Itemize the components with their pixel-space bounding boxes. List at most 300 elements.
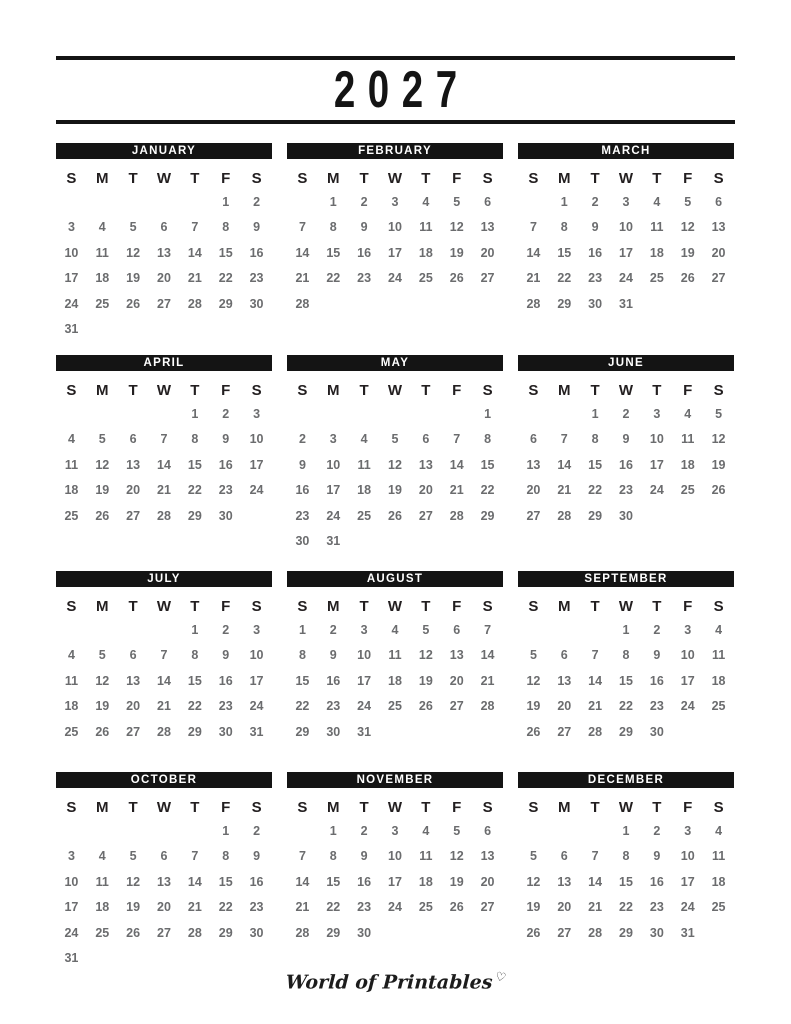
date-cell: 5 (422, 622, 430, 637)
weekday-header: F (452, 170, 462, 187)
date-cell: 17 (680, 673, 695, 688)
date-cell: 9 (622, 432, 630, 447)
date-cell: 18 (95, 900, 110, 915)
date-cell: 8 (622, 849, 630, 864)
date-cell: 1 (484, 406, 492, 421)
date-cell: 20 (480, 245, 495, 260)
date-cell: 21 (588, 699, 603, 714)
weekday-header: S (66, 598, 77, 615)
month-title-bar: AUGUST (287, 571, 503, 587)
weekday-header: M (327, 170, 340, 187)
date-cell: 21 (157, 483, 171, 498)
month-title-bar: JANUARY (56, 143, 272, 159)
date-cell-empty (641, 291, 672, 317)
date-cell-empty (703, 719, 734, 745)
date-cell-empty (149, 189, 180, 215)
date-cell: 26 (449, 900, 464, 915)
date-cell: 26 (95, 724, 110, 739)
date-cell-empty (56, 401, 87, 427)
date-cell: 6 (529, 432, 537, 447)
date-cell: 19 (126, 271, 141, 286)
date-cell: 9 (653, 849, 661, 864)
date-cell: 14 (449, 457, 464, 472)
date-cell-empty (410, 291, 441, 317)
date-cell: 3 (253, 622, 261, 637)
weekday-header: F (683, 598, 693, 615)
date-cell: 12 (449, 849, 464, 864)
date-cell: 12 (126, 874, 141, 889)
date-cell: 12 (711, 432, 726, 447)
date-cell: 7 (560, 432, 568, 447)
date-cell-empty (87, 818, 118, 844)
date-cell: 31 (326, 534, 341, 549)
date-cell-empty (87, 317, 118, 343)
weekday-header: T (652, 799, 662, 816)
date-cell: 28 (557, 508, 572, 523)
date-cell: 28 (526, 296, 541, 311)
date-cell: 29 (187, 508, 202, 523)
date-cell: 18 (64, 483, 79, 498)
date-cell: 26 (126, 925, 141, 940)
date-cell: 19 (126, 900, 141, 915)
date-cell: 2 (360, 823, 368, 838)
date-cell-empty (518, 189, 549, 215)
date-cell: 10 (388, 849, 402, 864)
date-cell: 26 (388, 508, 402, 523)
date-cell-empty (549, 818, 580, 844)
date-cell: 9 (591, 220, 599, 235)
date-cell: 23 (649, 900, 664, 915)
date-cell: 29 (619, 925, 633, 940)
month-title-bar: SEPTEMBER (518, 571, 734, 587)
date-cell: 25 (418, 271, 433, 286)
weekday-header: M (96, 799, 109, 816)
date-cell: 23 (218, 483, 233, 498)
date-cell-empty (149, 946, 180, 972)
month-title-bar: OCTOBER (56, 772, 272, 788)
month-title-bar: MAY (287, 355, 503, 371)
date-cell: 17 (388, 874, 402, 889)
weekday-header: F (452, 382, 462, 399)
date-cell: 28 (588, 925, 603, 940)
weekday-header-row (518, 168, 734, 189)
weekday-header: W (387, 598, 403, 615)
date-cell: 23 (649, 699, 664, 714)
date-cell: 2 (253, 194, 261, 209)
date-cell: 30 (619, 508, 633, 523)
date-cell: 3 (391, 194, 399, 209)
date-cell: 18 (95, 271, 110, 286)
date-cell: 14 (157, 457, 171, 472)
date-cell: 2 (653, 622, 661, 637)
date-cell: 16 (326, 673, 341, 688)
weekday-header: F (221, 382, 231, 399)
month-august (287, 571, 503, 772)
weekday-header-row (287, 797, 503, 818)
date-cell: 5 (98, 432, 106, 447)
date-cell: 20 (126, 699, 141, 714)
date-cell: 17 (326, 483, 341, 498)
date-cell: 6 (129, 432, 137, 447)
weekday-header: W (156, 382, 172, 399)
date-cell: 5 (129, 849, 137, 864)
date-cell: 23 (619, 483, 633, 498)
date-cell: 15 (218, 245, 233, 260)
date-cell: 27 (157, 296, 171, 311)
date-cell: 7 (160, 648, 168, 663)
date-cell: 11 (650, 220, 664, 235)
date-cell: 12 (126, 245, 141, 260)
date-cell-empty (472, 920, 503, 946)
date-cell-empty (56, 189, 87, 215)
date-cell: 25 (711, 900, 726, 915)
date-cell: 24 (619, 271, 633, 286)
date-cell-empty (410, 401, 441, 427)
date-cell-empty (56, 818, 87, 844)
date-cell: 10 (326, 457, 341, 472)
weekday-header: W (618, 598, 634, 615)
date-cell: 16 (218, 673, 233, 688)
weekday-header-row (56, 596, 272, 617)
date-cell: 4 (391, 622, 399, 637)
weekday-header: T (652, 170, 662, 187)
weekday-header-row (518, 596, 734, 617)
date-cell: 3 (391, 823, 399, 838)
dates-grid (287, 617, 503, 745)
weekday-header: T (421, 598, 431, 615)
weekday-header: T (359, 382, 369, 399)
date-cell-empty (87, 946, 118, 972)
date-cell: 10 (249, 432, 264, 447)
dates-grid (56, 401, 272, 529)
date-cell-empty (241, 503, 272, 529)
date-cell: 9 (653, 648, 661, 663)
date-cell: 12 (95, 457, 110, 472)
date-cell: 10 (619, 220, 633, 235)
date-cell: 14 (187, 245, 202, 260)
weekday-header: F (221, 170, 231, 187)
date-cell: 26 (526, 724, 541, 739)
date-cell: 6 (560, 849, 568, 864)
date-cell: 26 (711, 483, 726, 498)
month-november (287, 772, 503, 971)
weekday-header: T (128, 170, 138, 187)
weekday-header: F (452, 598, 462, 615)
date-cell: 8 (329, 849, 337, 864)
date-cell: 29 (588, 508, 603, 523)
weekday-header: S (528, 382, 539, 399)
date-cell-empty (518, 401, 549, 427)
date-cell: 3 (684, 622, 692, 637)
date-cell: 20 (526, 483, 541, 498)
date-cell: 25 (711, 699, 726, 714)
weekday-header-row (56, 797, 272, 818)
date-cell: 19 (95, 483, 110, 498)
date-cell: 7 (160, 432, 168, 447)
weekday-header: T (590, 382, 600, 399)
date-cell: 23 (588, 271, 603, 286)
date-cell-empty (349, 529, 380, 555)
weekday-header: S (528, 799, 539, 816)
weekday-header: W (156, 799, 172, 816)
date-cell: 19 (388, 483, 402, 498)
weekday-header: F (221, 799, 231, 816)
date-cell: 29 (218, 296, 233, 311)
date-cell: 21 (480, 673, 495, 688)
date-cell: 16 (249, 874, 264, 889)
dates-grid (56, 189, 272, 342)
date-cell: 4 (98, 220, 106, 235)
weekday-header: T (652, 598, 662, 615)
date-cell: 1 (191, 406, 199, 421)
date-cell: 18 (64, 699, 79, 714)
date-cell: 11 (419, 220, 433, 235)
date-cell: 5 (715, 406, 723, 421)
date-cell-empty (179, 818, 210, 844)
date-cell: 23 (295, 508, 310, 523)
weekday-header: S (66, 799, 77, 816)
date-cell: 14 (557, 457, 572, 472)
date-cell: 20 (449, 673, 464, 688)
date-cell: 17 (357, 673, 372, 688)
date-cell: 15 (619, 874, 633, 889)
weekday-header: T (359, 170, 369, 187)
date-cell-empty (441, 401, 472, 427)
date-cell: 14 (295, 874, 310, 889)
date-cell: 10 (680, 648, 695, 663)
date-cell: 8 (329, 220, 337, 235)
date-cell: 15 (480, 457, 495, 472)
date-cell-empty (441, 920, 472, 946)
date-cell: 2 (222, 622, 230, 637)
date-cell: 12 (449, 220, 464, 235)
date-cell: 27 (418, 508, 433, 523)
date-cell: 12 (388, 457, 402, 472)
date-cell: 1 (222, 823, 230, 838)
date-cell: 13 (557, 673, 572, 688)
date-cell-empty (210, 946, 241, 972)
date-cell: 4 (653, 194, 661, 209)
date-cell: 26 (526, 925, 541, 940)
date-cell: 9 (222, 648, 230, 663)
date-cell: 16 (249, 245, 264, 260)
date-cell-empty (56, 617, 87, 643)
date-cell: 1 (622, 622, 630, 637)
weekday-header: S (482, 382, 493, 399)
date-cell: 13 (480, 849, 495, 864)
year-title: 2027 (333, 61, 470, 119)
date-cell: 14 (157, 673, 171, 688)
date-cell: 15 (218, 874, 233, 889)
date-cell: 4 (715, 622, 723, 637)
date-cell: 1 (222, 194, 230, 209)
dates-grid (287, 189, 503, 317)
date-cell: 19 (449, 874, 464, 889)
date-cell: 14 (480, 648, 495, 663)
date-cell: 11 (64, 673, 79, 688)
weekday-header: T (128, 799, 138, 816)
date-cell: 1 (591, 406, 599, 421)
date-cell: 26 (680, 271, 695, 286)
date-cell: 3 (67, 220, 75, 235)
date-cell: 20 (126, 483, 141, 498)
date-cell: 21 (557, 483, 572, 498)
date-cell: 27 (126, 508, 141, 523)
date-cell: 1 (560, 194, 568, 209)
date-cell: 5 (453, 194, 461, 209)
weekday-header: T (359, 799, 369, 816)
weekday-header: F (683, 170, 693, 187)
month-june (518, 355, 734, 571)
date-cell: 9 (298, 457, 306, 472)
date-cell: 19 (711, 457, 726, 472)
date-cell-empty (380, 401, 411, 427)
date-cell: 20 (157, 900, 171, 915)
date-cell: 14 (187, 874, 202, 889)
month-september (518, 571, 734, 772)
date-cell: 7 (298, 849, 306, 864)
months-grid (56, 143, 735, 971)
date-cell: 24 (649, 483, 664, 498)
date-cell: 28 (157, 508, 171, 523)
date-cell: 30 (649, 724, 664, 739)
date-cell: 13 (480, 220, 495, 235)
dates-grid (287, 401, 503, 554)
date-cell-empty (149, 818, 180, 844)
date-cell: 6 (422, 432, 430, 447)
dates-grid (518, 617, 734, 745)
date-cell: 4 (684, 406, 692, 421)
date-cell: 28 (295, 296, 310, 311)
date-cell-empty (118, 189, 149, 215)
date-cell: 31 (680, 925, 695, 940)
date-cell: 2 (591, 194, 599, 209)
date-cell-empty (87, 189, 118, 215)
date-cell: 23 (326, 699, 341, 714)
weekday-header: W (618, 382, 634, 399)
month-title-bar: JULY (56, 571, 272, 587)
date-cell: 21 (449, 483, 464, 498)
weekday-header: S (528, 170, 539, 187)
weekday-header: M (96, 170, 109, 187)
weekday-header: M (327, 382, 340, 399)
date-cell-empty (549, 401, 580, 427)
date-cell: 5 (453, 823, 461, 838)
weekday-header: T (590, 799, 600, 816)
date-cell: 25 (357, 508, 372, 523)
date-cell: 15 (588, 457, 603, 472)
dates-grid (56, 617, 272, 745)
date-cell: 30 (249, 296, 264, 311)
date-cell: 6 (484, 823, 492, 838)
date-cell: 22 (326, 900, 341, 915)
weekday-header: W (387, 170, 403, 187)
date-cell: 8 (191, 648, 199, 663)
weekday-header: M (327, 598, 340, 615)
date-cell: 13 (157, 245, 171, 260)
weekday-header: M (327, 799, 340, 816)
month-title-bar: MARCH (518, 143, 734, 159)
date-cell: 17 (680, 874, 695, 889)
date-cell-empty (287, 189, 318, 215)
date-cell: 2 (222, 406, 230, 421)
date-cell: 5 (391, 432, 399, 447)
weekday-header-row (518, 380, 734, 401)
calendar-content (56, 0, 735, 971)
weekday-header-row (287, 168, 503, 189)
weekday-header: T (128, 598, 138, 615)
weekday-header: S (297, 170, 308, 187)
date-cell: 20 (711, 245, 726, 260)
date-cell-empty (287, 818, 318, 844)
month-title-bar: DECEMBER (518, 772, 734, 788)
date-cell: 9 (360, 849, 368, 864)
weekday-header: S (297, 382, 308, 399)
date-cell: 20 (557, 699, 572, 714)
weekday-header: M (96, 382, 109, 399)
weekday-header: S (251, 799, 262, 816)
weekday-header: S (482, 598, 493, 615)
weekday-header: S (482, 799, 493, 816)
date-cell-empty (472, 291, 503, 317)
date-cell: 21 (588, 900, 603, 915)
month-april (56, 355, 272, 571)
weekday-header: F (452, 799, 462, 816)
date-cell: 17 (388, 245, 402, 260)
weekday-header: W (387, 799, 403, 816)
date-cell: 11 (681, 432, 695, 447)
date-cell-empty (410, 719, 441, 745)
date-cell: 7 (484, 622, 492, 637)
date-cell: 27 (480, 271, 495, 286)
weekday-header: S (713, 598, 724, 615)
date-cell: 10 (649, 432, 664, 447)
weekday-header: T (359, 598, 369, 615)
date-cell: 30 (218, 724, 233, 739)
date-cell-empty (441, 529, 472, 555)
weekday-header: F (683, 799, 693, 816)
date-cell: 20 (557, 900, 572, 915)
date-cell-empty (380, 529, 411, 555)
date-cell-empty (87, 401, 118, 427)
date-cell-empty (179, 189, 210, 215)
date-cell-empty (149, 317, 180, 343)
date-cell: 13 (126, 457, 141, 472)
weekday-header: T (128, 382, 138, 399)
weekday-header-row (518, 797, 734, 818)
date-cell: 28 (187, 925, 202, 940)
date-cell: 7 (591, 648, 599, 663)
date-cell: 16 (588, 245, 603, 260)
date-cell: 8 (191, 432, 199, 447)
date-cell: 21 (295, 900, 310, 915)
date-cell: 7 (298, 220, 306, 235)
date-cell-empty (118, 401, 149, 427)
month-title-bar: FEBRUARY (287, 143, 503, 159)
date-cell: 17 (649, 457, 664, 472)
weekday-header: T (421, 799, 431, 816)
date-cell: 30 (588, 296, 603, 311)
date-cell: 22 (619, 900, 633, 915)
weekday-header: S (528, 598, 539, 615)
date-cell: 25 (95, 925, 110, 940)
date-cell: 3 (253, 406, 261, 421)
date-cell-empty (380, 719, 411, 745)
date-cell: 14 (588, 874, 603, 889)
date-cell: 21 (526, 271, 541, 286)
date-cell: 2 (360, 194, 368, 209)
weekday-header: W (156, 598, 172, 615)
